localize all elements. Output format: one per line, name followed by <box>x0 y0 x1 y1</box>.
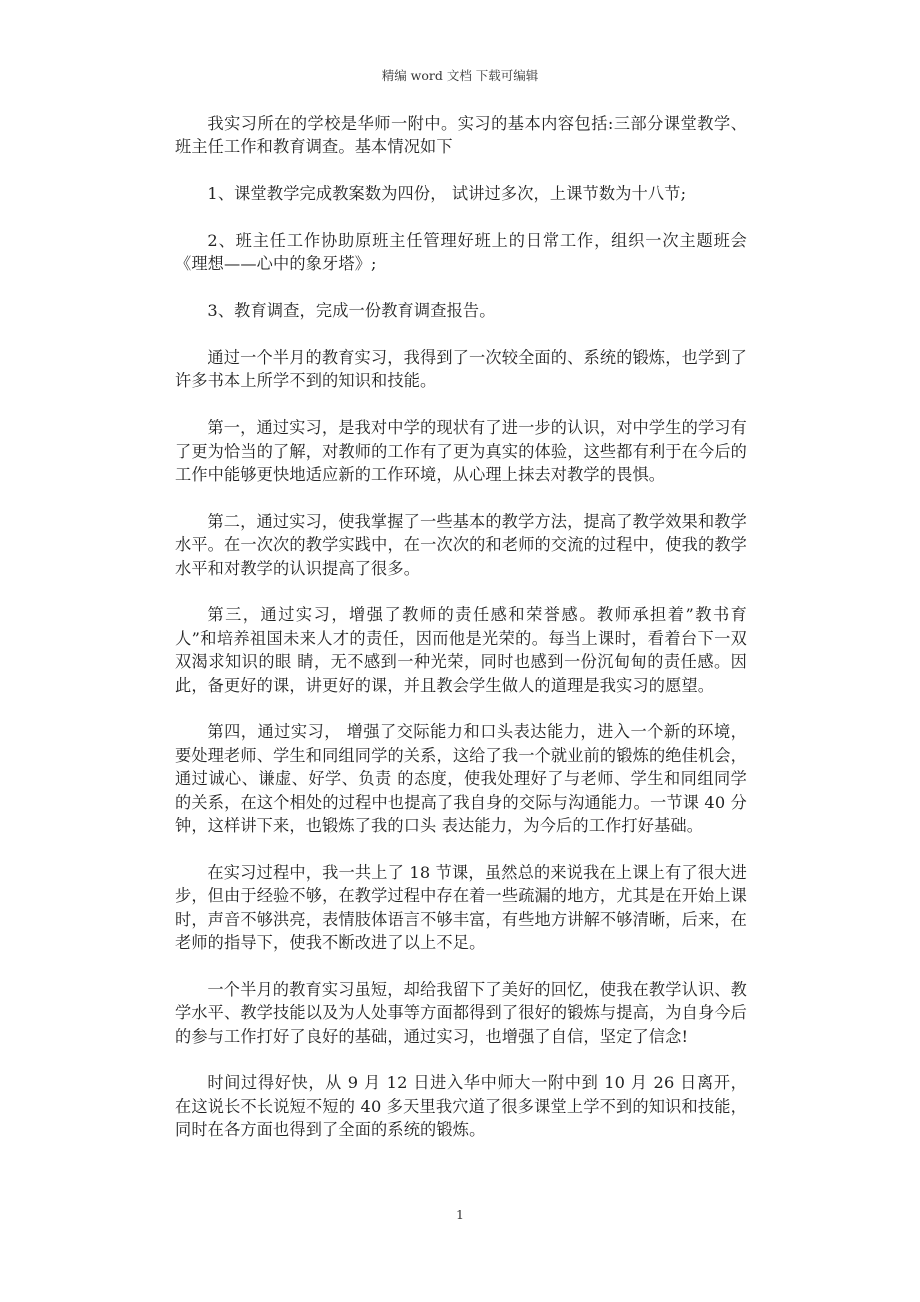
paragraph-third: 第三，通过实习，增强了教师的责任感和荣誉感。教师承担着”教书育人”和培养祖国未来人才的责任，因而他是光荣的。每当上课时，看着台下一双双渴求知识的眼 睛，无不感到一种光荣，同时也感到一份沉甸甸的责任感。因此，备更好的课，讲更好的课，并且教会学生做人的道理是我实习的愿望。 <box>175 605 747 695</box>
document-body <box>175 112 747 1165</box>
page-header: 精编 word 文档 下载可编辑 <box>381 68 539 83</box>
page-number: 1 <box>456 1207 464 1222</box>
paragraph-first: 第一，通过实习，是我对中学的现状有了进一步的认识，对中学生的学习有了更为恰当的了解，对教师的工作有了更为真实的体验，这些都有利于在今后的工作中能够更快地适应新的工作环境，从心理上抹去对教学的畏惧。 <box>175 418 747 485</box>
paragraph-process: 在实习过程中，我一共上了 18 节课，虽然总的来说我在上课上有了很大进步，但由于经验不够，在教学过程中存在着一些疏漏的地方，尤其是在开始上课时，声音不够洪亮，表情肢体语言不够丰富，有些地方讲解不够清晰，后来，在老师的指导下，使我不断改进了以上不足。 <box>175 862 747 953</box>
paragraph-reflection: 一个半月的教育实习虽短，却给我留下了美好的回忆，使我在教学认识、教学水平、教学技能以及为人处事等方面都得到了很好的锻炼与提高，为自身今后的参与工作打好了良好的基础，通过实习，也增强了自信，坚定了信念! <box>175 979 747 1046</box>
paragraph-intro: 我实习所在的学校是华师一附中。实习的基本内容包括:三部分课堂教学、班主任工作和教育调查。基本情况如下 <box>175 114 747 157</box>
paragraph-item-1: 1、课堂教学完成教案数为四份， 试讲过多次，上课节数为十八节; <box>207 184 687 204</box>
paragraph-summary: 通过一个半月的教育实习，我得到了一次较全面的、系统的锻炼，也学到了许多书本上所学不到的知识和技能。 <box>175 348 747 391</box>
paragraph-fourth: 第四，通过实习， 增强了交际能力和口头表达能力，进入一个新的环境，要处理老师、学生和同组同学的关系，这给了我一个就业前的锻炼的绝佳机会，通过诚心、谦虚、好学、负责 的态度，使我处理好了与老师、学生和同组同学的关系，在这个相处的过程中也提高了我自身的交际与沟通能力。一节课 40 分钟，这样讲下来，也锻炼了我的口头 表达能力，为今后的工作打好基础。 <box>175 722 747 836</box>
paragraph-item-3: 3、教育调查，完成一份教育调查报告。 <box>207 301 496 321</box>
paragraph-closing: 时间过得好快，从 9 月 12 日进入华中师大一附中到 10 月 26 日离开，在这说长不长说短不短的 40 多天里我穴道了很多课堂上学不到的知识和技能，同时在各方面也得到了全面的系统的锻炼。 <box>175 1073 747 1140</box>
paragraph-second: 第二，通过实习，使我掌握了一些基本的教学方法，提高了教学效果和教学水平。在一次次的教学实践中，在一次次的和老师的交流的过程中，使我的教学水平和对教学的认识提高了很多。 <box>175 511 747 578</box>
paragraph-item-2: 2、班主任工作协助原班主任管理好班上的日常工作，组织一次主题班会《理想——心中的象牙塔》; <box>175 231 747 274</box>
